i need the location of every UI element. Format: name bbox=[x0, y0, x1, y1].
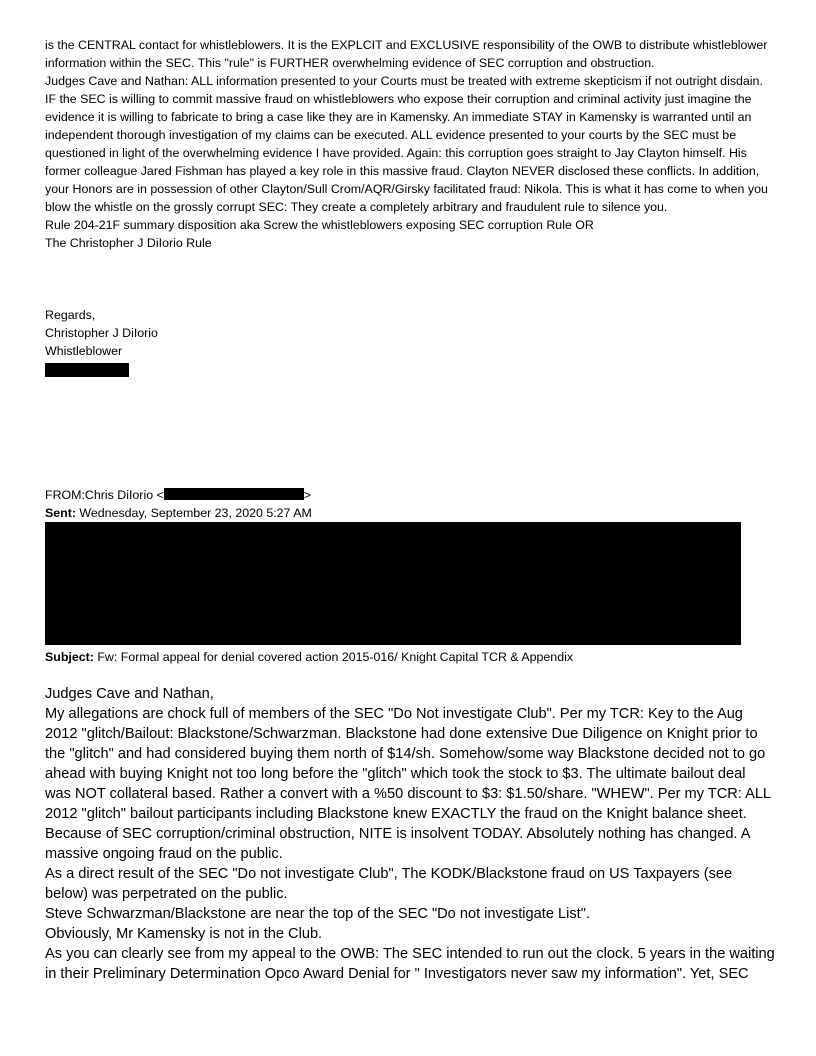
signature bbox=[45, 306, 775, 360]
paragraph: Judges Cave and Nathan: ALL information presented to your Courts must be treated with extreme skepticism if not outright disdain. IF the SEC is willing to commit massive fraud on whistleblowers who expose their corruption and criminal activity just imagine the evidence it is willing to fabricate to bring a case like they are in Kamensky. An immediate STAY in Kamensky is warranted until an independent thorough investigation of my claims can be executed. ALL evidence presented to your courts by the SEC must be questioned in light of the overwhelming evidence I have provided. Again: this corruption goes straight to Jay Clayton himself. His former colleague Jared Fishman has played a key role in this massive fraud. Clayton NEVER disclosed these conflicts. In addition, your Honors are in possession of other Clayton/Sull Crom/AQR/Girsky facilitated fraud: Nikola. This is what it has come to when you blow the whistle on the grossly corrupt SEC: They create a completely arbitrary and fraudulent rule to silence you. bbox=[45, 74, 768, 214]
paragraph: is the CENTRAL contact for whistleblowers. It is the EXPLCIT and EXCLUSIVE responsibility of the OWB to distribute whistleblower information within the SEC. This "rule" is FURTHER overwhelming evidence of SEC corruption and obstruction. bbox=[45, 38, 768, 70]
paragraph: As you can clearly see from my appeal to the OWB: The SEC intended to run out the clock. 5 years in the waiting in their Preliminary Determination Opco Award Denial for " Investigators never saw my information". Yet, SEC bbox=[45, 946, 775, 982]
subject-line bbox=[45, 648, 573, 666]
paragraph: My allegations are chock full of members of the SEC "Do Not investigate Club". Per my TCR: Key to the Aug 2012 "glitch/Bailout: Blackstone/Schwarzman. Blackstone had done extensive Due Diligence on Knight prior to the "glitch" and had considered buying them north of $14/sh. Somehow/some way Blackstone decided not to go ahead with buying Knight not too long before the "glitch" which took the stock to $3. The ultimate bailout deal was NOT collateral based. Rather a convert with a %50 discount to $3: $1.50/share. "WHEW". Per my TCR: ALL 2012 "glitch" bailout participants including Blackstone knew EXACTLY the fraud on the Knight balance sheet. Because of SEC corruption/criminal obstruction, NITE is insolvent TODAY. Absolutely nothing has changed. A massive ongoing fraud on the public. bbox=[45, 706, 771, 862]
redaction-block bbox=[45, 522, 741, 645]
subject-value: Fw: Formal appeal for denial covered action 2015-016/ Knight Capital TCR & Appendix bbox=[93, 650, 574, 664]
redaction-block bbox=[45, 363, 129, 377]
from-label: FROM: bbox=[45, 488, 85, 502]
from-end: > bbox=[303, 488, 312, 502]
paragraph: Judges Cave and Nathan, bbox=[45, 686, 214, 702]
letter-continuation bbox=[45, 36, 775, 252]
signer-title: Whistleblower bbox=[45, 344, 123, 358]
redaction-block bbox=[164, 488, 304, 500]
paragraph: Rule 204-21F summary disposition aka Screw the whistleblowers exposing SEC corruption Rule OR bbox=[45, 218, 594, 232]
email-body bbox=[45, 684, 775, 984]
closing: Regards, bbox=[45, 308, 96, 322]
subject-label: Subject: bbox=[45, 650, 94, 664]
paragraph: Steve Schwarzman/Blackstone are near the top of the SEC "Do not investigate List". bbox=[45, 906, 590, 922]
signer-name: Christopher J DiIorio bbox=[45, 326, 158, 340]
paragraph: As a direct result of the SEC "Do not investigate Club", The KODK/Blackstone fraud on US Taxpayers (see below) was perpetrated on the public. bbox=[45, 866, 733, 902]
sent-line bbox=[45, 504, 312, 522]
from-line bbox=[45, 486, 311, 504]
sent-value: Wednesday, September 23, 2020 5:27 AM bbox=[75, 506, 312, 520]
from-name: Chris DiIorio < bbox=[84, 488, 164, 502]
paragraph: Obviously, Mr Kamensky is not in the Club. bbox=[45, 926, 323, 942]
paragraph: The Christopher J DiIorio Rule bbox=[45, 236, 212, 250]
sent-label: Sent: bbox=[45, 506, 76, 520]
